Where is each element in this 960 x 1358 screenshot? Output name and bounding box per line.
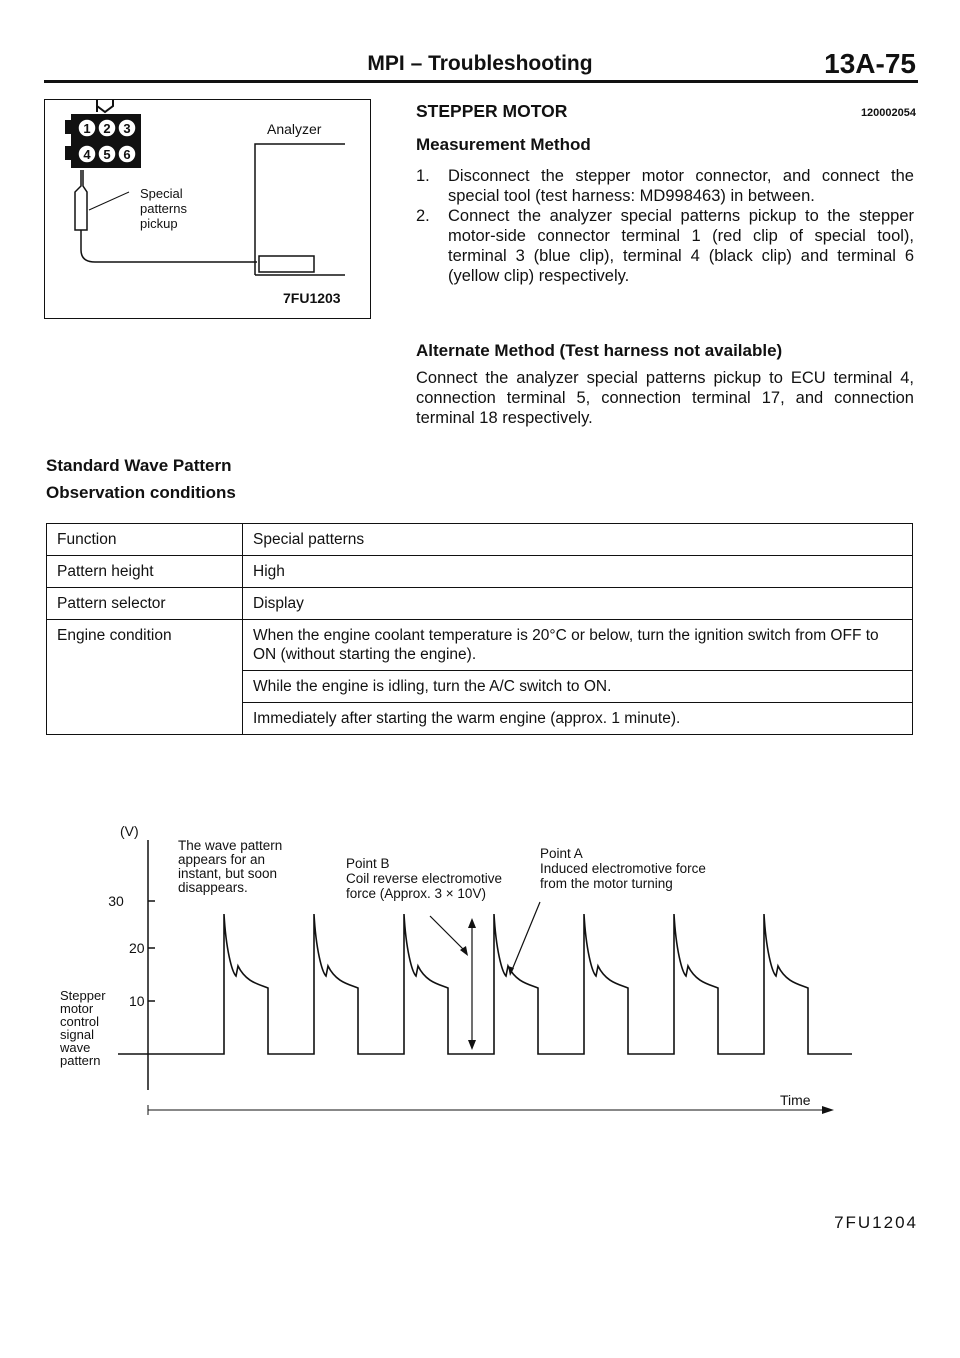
point-a-line-1: Point A bbox=[540, 846, 583, 861]
row-label: Pattern height bbox=[47, 556, 243, 588]
analyzer-label: Analyzer bbox=[267, 121, 322, 137]
x-axis-label: Time bbox=[780, 1092, 811, 1108]
point-b-line-1: Point B bbox=[346, 856, 390, 871]
signal-label-6: pattern bbox=[60, 1053, 101, 1068]
row-value: High bbox=[243, 556, 913, 588]
y-tick-20: 20 bbox=[129, 940, 145, 956]
point-a-line-3: from the motor turning bbox=[540, 876, 673, 891]
note-line-2: appears for an bbox=[178, 852, 266, 867]
wave-heading: Standard Wave Pattern bbox=[46, 456, 232, 475]
row-value: Display bbox=[243, 588, 913, 620]
row-label: Engine condition bbox=[47, 620, 243, 735]
step-number: 1. bbox=[416, 167, 430, 185]
note-line-1: The wave pattern bbox=[178, 838, 283, 853]
page-header-title: MPI – Troubleshooting bbox=[367, 52, 593, 75]
step-text: Connect the analyzer special patterns pickup to the stepper motor-side connector terminal 1 (red clip of special tool), terminal 3 (blue clip), terminal 4 (black clip) and terminal 6 (yellow clip) respectively. bbox=[448, 207, 914, 285]
pin-2: 2 bbox=[103, 121, 111, 136]
pin-6: 6 bbox=[123, 147, 131, 162]
observation-heading: Observation conditions bbox=[46, 483, 236, 502]
connection-figure bbox=[44, 99, 371, 319]
row-value: Special patterns bbox=[243, 524, 913, 556]
note-line-4: disappears. bbox=[178, 880, 248, 895]
pin-4: 4 bbox=[83, 147, 91, 162]
alt-heading: Alternate Method (Test harness not available) bbox=[416, 341, 783, 360]
signal-label-1: Stepper bbox=[60, 988, 106, 1003]
y-unit-label: (V) bbox=[120, 823, 139, 839]
pickup-label-2: patterns bbox=[140, 201, 187, 216]
figure-code-top: 7FU1203 bbox=[283, 290, 341, 306]
section-code: 120002054 bbox=[860, 107, 916, 119]
row-value: Immediately after starting the warm engine (approx. 1 minute). bbox=[243, 703, 913, 735]
figure-code-bottom: 7FU1204 bbox=[834, 1213, 918, 1232]
header-rule bbox=[44, 80, 918, 83]
pin-5: 5 bbox=[103, 147, 111, 162]
row-label: Function bbox=[47, 524, 243, 556]
signal-label-4: signal bbox=[60, 1027, 94, 1042]
method-steps bbox=[416, 166, 914, 286]
step-number: 2. bbox=[416, 207, 430, 225]
table-row bbox=[47, 620, 913, 671]
pickup-label-3: pickup bbox=[140, 216, 178, 231]
note-line-3: instant, but soon bbox=[178, 866, 278, 881]
row-label: Pattern selector bbox=[47, 588, 243, 620]
step-item bbox=[416, 206, 914, 286]
signal-label-3: control bbox=[60, 1014, 100, 1029]
point-a-line-2: Induced electromotive force bbox=[540, 861, 706, 876]
pin-3: 3 bbox=[123, 121, 131, 136]
alt-text: Connect the analyzer special patterns pickup to ECU terminal 4, connection terminal 5, connection terminal 17, and connection terminal 18 respectively. bbox=[416, 369, 914, 427]
wave-trace bbox=[148, 914, 852, 1054]
table-row bbox=[47, 524, 913, 556]
section-title: STEPPER MOTOR bbox=[416, 101, 568, 121]
connection-diagram bbox=[45, 100, 370, 318]
wave-graph bbox=[0, 800, 960, 1150]
method-heading: Measurement Method bbox=[416, 135, 591, 154]
row-value: While the engine is idling, turn the A/C switch to ON. bbox=[243, 671, 913, 703]
y-tick-30: 30 bbox=[108, 893, 124, 909]
y-tick-10: 10 bbox=[129, 993, 145, 1009]
page-number: 13A-75 bbox=[824, 48, 916, 79]
table-row bbox=[47, 588, 913, 620]
point-b-line-2: Coil reverse electromotive bbox=[346, 871, 503, 886]
pickup-label-1: Special bbox=[140, 186, 183, 201]
signal-label-2: motor bbox=[60, 1001, 94, 1016]
pin-1: 1 bbox=[83, 121, 91, 136]
row-value: When the engine coolant temperature is 20°C or below, turn the ignition switch from OFF to ON (without starting the engine). bbox=[243, 620, 913, 671]
signal-label-5: wave bbox=[60, 1040, 91, 1055]
step-item bbox=[416, 166, 914, 206]
conditions-table bbox=[46, 523, 913, 735]
table-row bbox=[47, 556, 913, 588]
step-text: Disconnect the stepper motor connector, and connect the special tool (test harness: MD998463) in between. bbox=[448, 167, 914, 205]
point-b-line-3: force (Approx. 3 × 10V) bbox=[346, 886, 486, 901]
